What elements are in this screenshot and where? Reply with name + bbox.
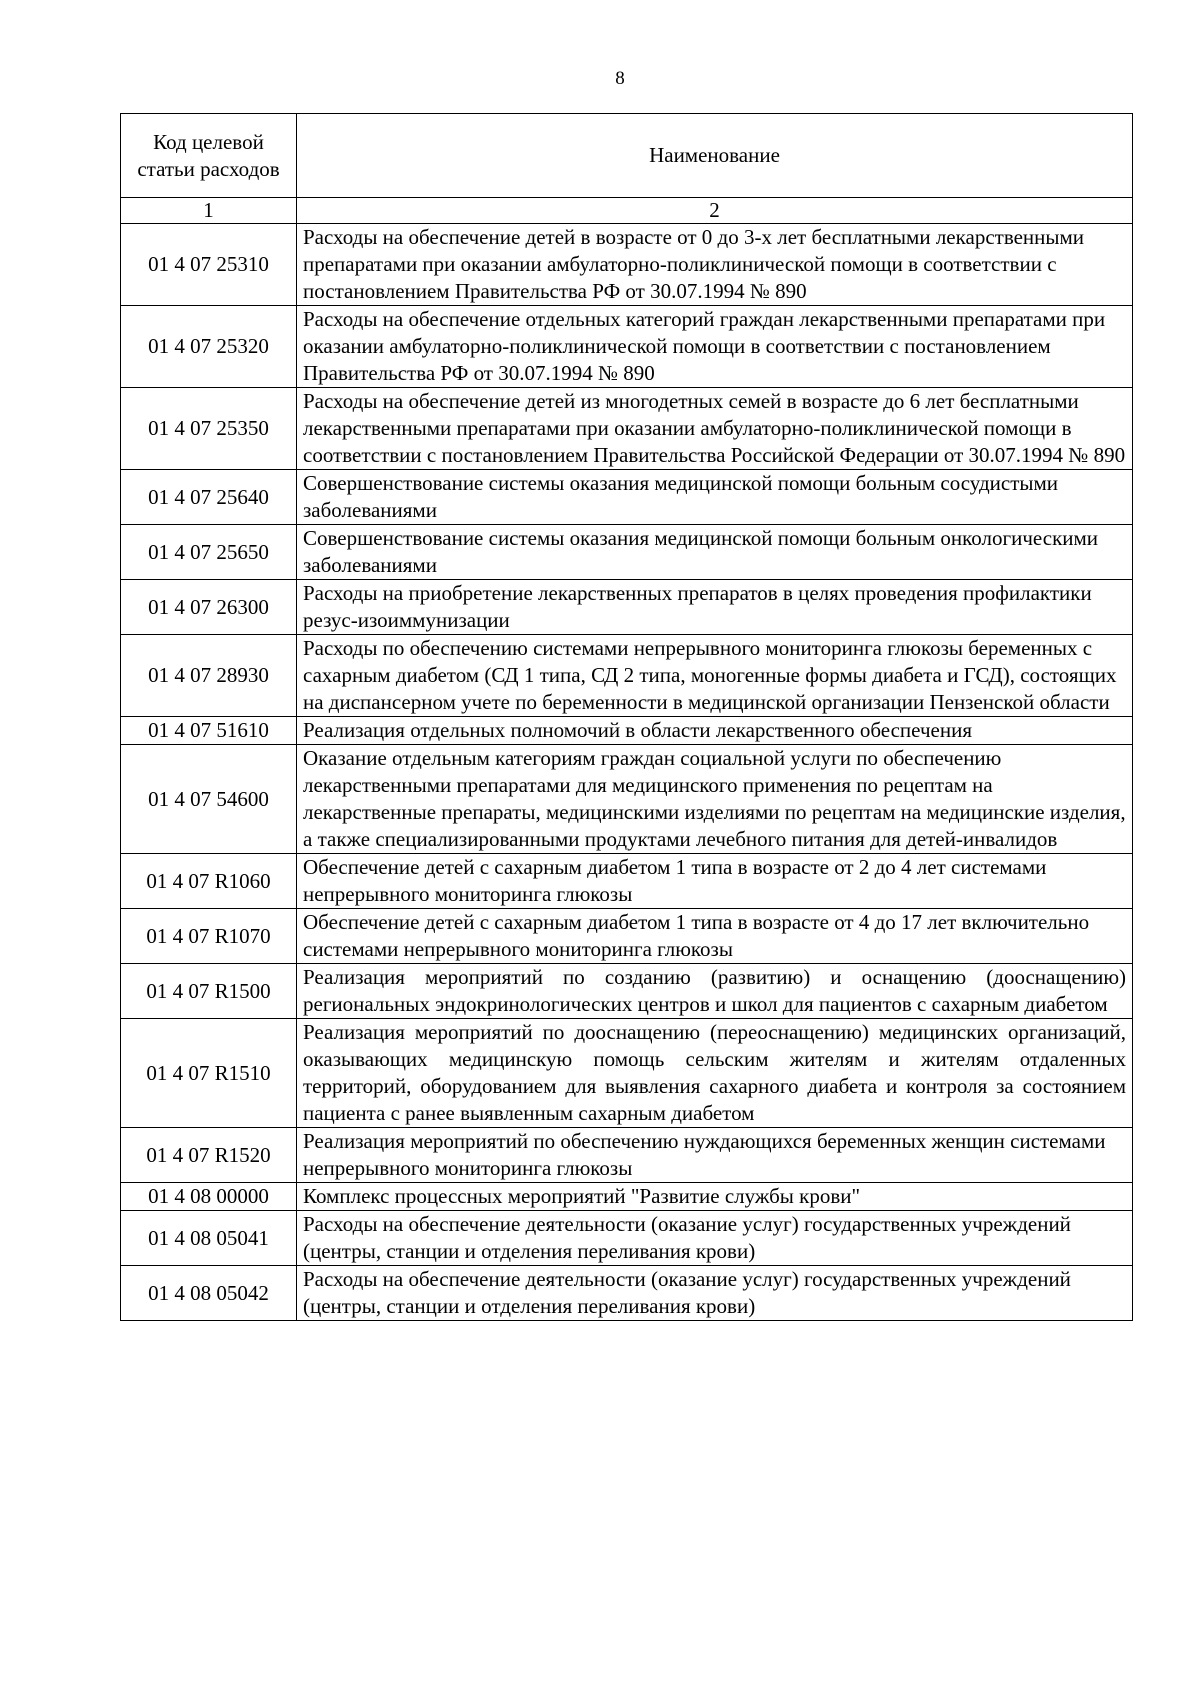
row-code: 01 4 07 R1500 (121, 964, 297, 1019)
column-number-name: 2 (297, 198, 1133, 224)
page-number: 8 (615, 68, 625, 89)
row-code: 01 4 07 25640 (121, 470, 297, 525)
row-name: Расходы на приобретение лекарственных препаратов в целях проведения профилактики резус-изоиммунизации (297, 580, 1133, 635)
row-name: Реализация мероприятий по созданию (развитию) и оснащению (дооснащению) региональных эндокринологических центров и школ для пациентов с сахарным диабетом (297, 964, 1133, 1019)
table-row (121, 1266, 1133, 1321)
budget-codes-table (120, 113, 1133, 1321)
row-code: 01 4 08 00000 (121, 1183, 297, 1211)
table-row (121, 964, 1133, 1019)
table-row (121, 854, 1133, 909)
table-row (121, 1128, 1133, 1183)
row-name: Реализация мероприятий по дооснащению (переоснащению) медицинских организаций, оказывающих медицинскую помощь сельским жителям и жителям отдаленных территорий, оборудованием для выявления сахарного диабета и контроля за состоянием пациента с ранее выявленным сахарным диабетом (297, 1019, 1133, 1128)
row-code: 01 4 07 R1070 (121, 909, 297, 964)
row-name: Расходы на обеспечение деятельности (оказание услуг) государственных учреждений (центры, станции и отделения переливания крови) (297, 1211, 1133, 1266)
table-row (121, 1183, 1133, 1211)
table-row (121, 635, 1133, 717)
row-code: 01 4 07 R1520 (121, 1128, 297, 1183)
table-row (121, 1019, 1133, 1128)
row-name: Расходы на обеспечение деятельности (оказание услуг) государственных учреждений (центры, станции и отделения переливания крови) (297, 1266, 1133, 1321)
table-row (121, 745, 1133, 854)
row-code: 01 4 07 25320 (121, 306, 297, 388)
row-code: 01 4 07 26300 (121, 580, 297, 635)
table-row (121, 525, 1133, 580)
row-name: Расходы на обеспечение детей в возрасте от 0 до 3-х лет бесплатными лекарственными препаратами при оказании амбулаторно-поликлинической помощи в соответствии с постановлением Правительства РФ от 30.07.1994 № 890 (297, 224, 1133, 306)
row-name: Реализация мероприятий по обеспечению нуждающихся беременных женщин системами непрерывного мониторинга глюкозы (297, 1128, 1133, 1183)
table-row (121, 306, 1133, 388)
header-code-column: Код целевой статьи расходов (121, 114, 297, 198)
row-code: 01 4 07 54600 (121, 745, 297, 854)
row-code: 01 4 08 05041 (121, 1211, 297, 1266)
row-name: Совершенствование системы оказания медицинской помощи больным сосудистыми заболеваниями (297, 470, 1133, 525)
column-number-row (121, 198, 1133, 224)
table-row (121, 1211, 1133, 1266)
row-code: 01 4 07 25350 (121, 388, 297, 470)
table-header-row (121, 114, 1133, 198)
row-name: Реализация отдельных полномочий в области лекарственного обеспечения (297, 717, 1133, 745)
table-row (121, 909, 1133, 964)
header-name-column: Наименование (297, 114, 1133, 198)
row-name: Совершенствование системы оказания медицинской помощи больным онкологическими заболеваниями (297, 525, 1133, 580)
row-name: Расходы на обеспечение детей из многодетных семей в возрасте до 6 лет бесплатными лекарственными препаратами при оказании амбулаторно-поликлинической помощи в соответствии с постановлением Правительства Российской Федерации от 30.07.1994 № 890 (297, 388, 1133, 470)
table-row (121, 580, 1133, 635)
table-row (121, 388, 1133, 470)
row-code: 01 4 07 28930 (121, 635, 297, 717)
row-name: Оказание отдельным категориям граждан социальной услуги по обеспечению лекарственными препаратами для медицинского применения по рецептам на лекарственные препараты, медицинскими изделиями по рецептам на медицинские изделия, а также специализированными продуктами лечебного питания для детей-инвалидов (297, 745, 1133, 854)
row-name: Обеспечение детей с сахарным диабетом 1 типа в возрасте от 4 до 17 лет включительно системами непрерывного мониторинга глюкозы (297, 909, 1133, 964)
row-code: 01 4 07 25310 (121, 224, 297, 306)
row-name: Обеспечение детей с сахарным диабетом 1 типа в возрасте от 2 до 4 лет системами непрерывного мониторинга глюкозы (297, 854, 1133, 909)
row-code: 01 4 08 05042 (121, 1266, 297, 1321)
row-code: 01 4 07 R1060 (121, 854, 297, 909)
row-name: Комплекс процессных мероприятий "Развитие службы крови" (297, 1183, 1133, 1211)
row-code: 01 4 07 R1510 (121, 1019, 297, 1128)
row-name: Расходы по обеспечению системами непрерывного мониторинга глюкозы беременных с сахарным диабетом (СД 1 типа, СД 2 типа, моногенные формы диабета и ГСД), состоящих на диспансерном учете по беременности в медицинской организации Пензенской области (297, 635, 1133, 717)
table-row (121, 717, 1133, 745)
row-code: 01 4 07 25650 (121, 525, 297, 580)
row-name: Расходы на обеспечение отдельных категорий граждан лекарственными препаратами при оказании амбулаторно-поликлинической помощи в соответствии с постановлением Правительства РФ от 30.07.1994 № 890 (297, 306, 1133, 388)
table-row (121, 470, 1133, 525)
column-number-code: 1 (121, 198, 297, 224)
row-code: 01 4 07 51610 (121, 717, 297, 745)
table-row (121, 224, 1133, 306)
